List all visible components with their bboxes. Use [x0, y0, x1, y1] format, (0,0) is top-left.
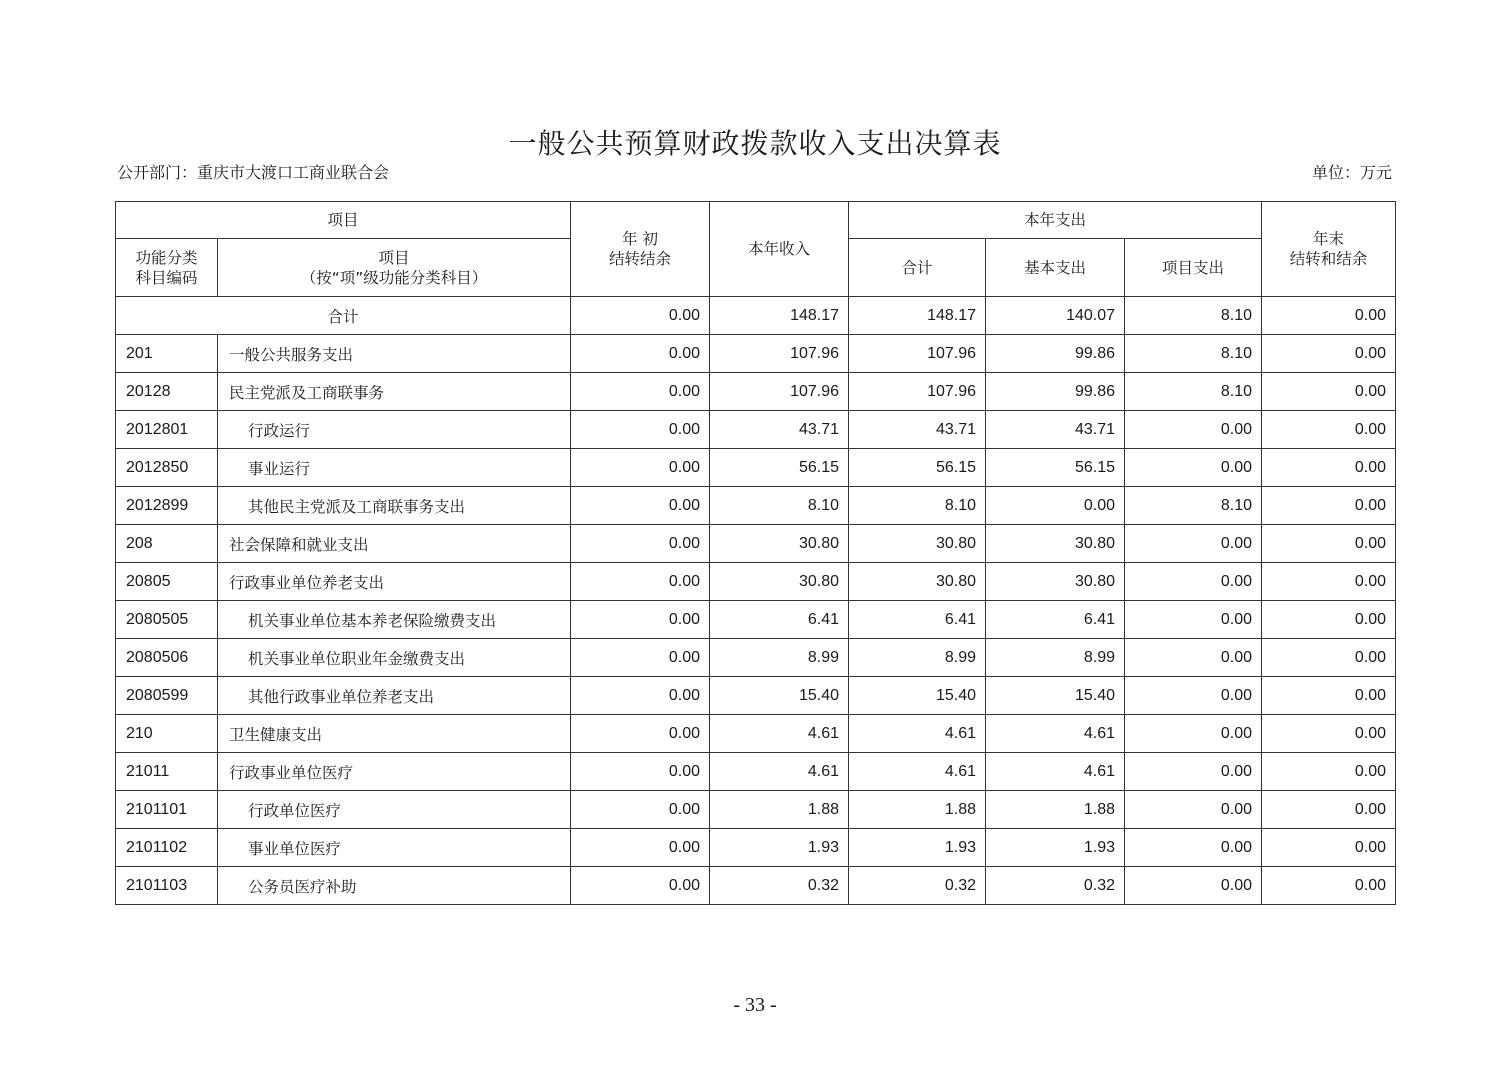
row-income: 30.80: [710, 525, 849, 563]
row-exp-total: 15.40: [849, 677, 986, 715]
row-exp-total: 0.32: [849, 867, 986, 905]
total-income: 148.17: [710, 297, 849, 335]
row-income: 0.32: [710, 867, 849, 905]
table-row: [116, 791, 1396, 829]
row-name: 机关事业单位职业年金缴费支出: [218, 639, 571, 677]
row-end: 0.00: [1262, 601, 1396, 639]
header-name-line1: 项目: [378, 248, 410, 267]
row-exp-total: 43.71: [849, 411, 986, 449]
row-exp-basic: 8.99: [986, 639, 1125, 677]
row-exp-project: 0.00: [1125, 677, 1262, 715]
row-begin: 0.00: [571, 715, 710, 753]
row-end: 0.00: [1262, 449, 1396, 487]
row-exp-project: 0.00: [1125, 601, 1262, 639]
row-begin: 0.00: [571, 563, 710, 601]
row-begin: 0.00: [571, 335, 710, 373]
row-begin: 0.00: [571, 373, 710, 411]
row-end: 0.00: [1262, 867, 1396, 905]
row-begin: 0.00: [571, 411, 710, 449]
header-exp-project: 项目支出: [1125, 239, 1262, 297]
row-code: 20805: [116, 563, 218, 601]
row-exp-total: 30.80: [849, 525, 986, 563]
row-income: 8.99: [710, 639, 849, 677]
row-exp-basic: 30.80: [986, 525, 1125, 563]
row-code: 21011: [116, 753, 218, 791]
unit-label: 单位：万元: [1311, 163, 1392, 182]
header-exp-basic: 基本支出: [986, 239, 1125, 297]
row-income: 15.40: [710, 677, 849, 715]
row-end: 0.00: [1262, 411, 1396, 449]
row-code: 201: [116, 335, 218, 373]
header-expense: 本年支出: [849, 202, 1262, 239]
row-begin: 0.00: [571, 487, 710, 525]
row-end: 0.00: [1262, 639, 1396, 677]
row-exp-project: 8.10: [1125, 487, 1262, 525]
row-end: 0.00: [1262, 335, 1396, 373]
row-exp-project: 0.00: [1125, 525, 1262, 563]
row-income: 6.41: [710, 601, 849, 639]
table-row: [116, 373, 1396, 411]
row-begin: 0.00: [571, 753, 710, 791]
row-code: 2101103: [116, 867, 218, 905]
row-begin: 0.00: [571, 867, 710, 905]
table-row: [116, 715, 1396, 753]
table-row: [116, 753, 1396, 791]
row-exp-basic: 56.15: [986, 449, 1125, 487]
table-row: [116, 563, 1396, 601]
row-name: 社会保障和就业支出: [218, 525, 571, 563]
header-exp-total: 合计: [849, 239, 986, 297]
row-name: 机关事业单位基本养老保险缴费支出: [218, 601, 571, 639]
total-label: 合计: [116, 297, 571, 335]
row-exp-total: 107.96: [849, 335, 986, 373]
row-exp-project: 0.00: [1125, 715, 1262, 753]
row-exp-project: 8.10: [1125, 335, 1262, 373]
total-begin: 0.00: [571, 297, 710, 335]
row-exp-project: 0.00: [1125, 411, 1262, 449]
row-end: 0.00: [1262, 753, 1396, 791]
row-begin: 0.00: [571, 639, 710, 677]
total-exp-project: 8.10: [1125, 297, 1262, 335]
row-code: 2012850: [116, 449, 218, 487]
header-begin-line1: 年 初: [622, 230, 658, 248]
row-begin: 0.00: [571, 449, 710, 487]
row-exp-basic: 0.00: [986, 487, 1125, 525]
row-exp-basic: 4.61: [986, 715, 1125, 753]
row-code: 2101102: [116, 829, 218, 867]
row-name: 其他民主党派及工商联事务支出: [218, 487, 571, 525]
table-row: [116, 525, 1396, 563]
row-code: 210: [116, 715, 218, 753]
row-name: 公务员医疗补助: [218, 867, 571, 905]
row-exp-total: 6.41: [849, 601, 986, 639]
row-exp-basic: 6.41: [986, 601, 1125, 639]
row-exp-total: 1.88: [849, 791, 986, 829]
row-name: 其他行政事业单位养老支出: [218, 677, 571, 715]
row-exp-total: 30.80: [849, 563, 986, 601]
row-income: 1.88: [710, 791, 849, 829]
row-name: 行政事业单位医疗: [218, 753, 571, 791]
row-exp-project: 0.00: [1125, 791, 1262, 829]
table-row: [116, 829, 1396, 867]
row-name: 行政运行: [218, 411, 571, 449]
row-income: 1.93: [710, 829, 849, 867]
row-code: 2012899: [116, 487, 218, 525]
department-label: 公开部门：重庆市大渡口工商业联合会: [117, 163, 390, 182]
row-code: 2080599: [116, 677, 218, 715]
data-rows: [116, 335, 1396, 905]
header-end-line1: 年末: [1313, 230, 1345, 248]
row-exp-basic: 99.86: [986, 335, 1125, 373]
row-code: 208: [116, 525, 218, 563]
row-exp-total: 8.10: [849, 487, 986, 525]
row-begin: 0.00: [571, 601, 710, 639]
table-row: [116, 411, 1396, 449]
header-name-line2: （按“项”级功能分类科目）: [300, 268, 488, 287]
total-end: 0.00: [1262, 297, 1396, 335]
row-end: 0.00: [1262, 829, 1396, 867]
row-end: 0.00: [1262, 373, 1396, 411]
row-exp-basic: 15.40: [986, 677, 1125, 715]
row-exp-total: 8.99: [849, 639, 986, 677]
header-item: 项目: [116, 202, 571, 239]
row-exp-project: 8.10: [1125, 373, 1262, 411]
table-row: [116, 335, 1396, 373]
row-name: 民主党派及工商联事务: [218, 373, 571, 411]
row-end: 0.00: [1262, 487, 1396, 525]
table-row: [116, 449, 1396, 487]
row-exp-project: 0.00: [1125, 829, 1262, 867]
row-income: 107.96: [710, 335, 849, 373]
budget-table: [115, 201, 1396, 905]
row-name: 事业单位医疗: [218, 829, 571, 867]
row-code: 2012801: [116, 411, 218, 449]
row-code: 20128: [116, 373, 218, 411]
table-row: [116, 601, 1396, 639]
page-number: - 33 -: [733, 994, 777, 1016]
page-title: 一般公共预算财政拨款收入支出决算表: [508, 127, 1002, 160]
header-code-line2: 科目编码: [135, 268, 198, 287]
table-row: [116, 867, 1396, 905]
header-name: [218, 239, 571, 297]
table-row: [116, 639, 1396, 677]
row-exp-basic: 0.32: [986, 867, 1125, 905]
row-end: 0.00: [1262, 791, 1396, 829]
row-exp-basic: 99.86: [986, 373, 1125, 411]
row-income: 56.15: [710, 449, 849, 487]
row-exp-project: 0.00: [1125, 753, 1262, 791]
header-begin-balance: [571, 202, 710, 297]
row-code: 2101101: [116, 791, 218, 829]
row-begin: 0.00: [571, 791, 710, 829]
row-end: 0.00: [1262, 677, 1396, 715]
row-name: 事业运行: [218, 449, 571, 487]
total-exp-basic: 140.07: [986, 297, 1125, 335]
total-exp-total: 148.17: [849, 297, 986, 335]
row-end: 0.00: [1262, 525, 1396, 563]
row-exp-total: 4.61: [849, 715, 986, 753]
row-exp-total: 1.93: [849, 829, 986, 867]
total-row: [116, 297, 1396, 335]
row-name: 行政事业单位养老支出: [218, 563, 571, 601]
row-end: 0.00: [1262, 715, 1396, 753]
row-code: 2080505: [116, 601, 218, 639]
table-row: [116, 487, 1396, 525]
row-begin: 0.00: [571, 677, 710, 715]
row-name: 一般公共服务支出: [218, 335, 571, 373]
row-exp-basic: 4.61: [986, 753, 1125, 791]
header-code-line1: 功能分类: [135, 248, 198, 267]
row-begin: 0.00: [571, 829, 710, 867]
row-income: 43.71: [710, 411, 849, 449]
row-exp-basic: 1.93: [986, 829, 1125, 867]
row-income: 8.10: [710, 487, 849, 525]
row-income: 107.96: [710, 373, 849, 411]
row-exp-basic: 30.80: [986, 563, 1125, 601]
row-exp-project: 0.00: [1125, 563, 1262, 601]
row-exp-basic: 43.71: [986, 411, 1125, 449]
row-exp-project: 0.00: [1125, 639, 1262, 677]
row-begin: 0.00: [571, 525, 710, 563]
row-income: 4.61: [710, 753, 849, 791]
row-exp-total: 56.15: [849, 449, 986, 487]
header-end-line2: 结转和结余: [1289, 250, 1368, 268]
row-income: 4.61: [710, 715, 849, 753]
header-begin-line2: 结转结余: [609, 250, 672, 268]
row-end: 0.00: [1262, 563, 1396, 601]
row-name: 行政单位医疗: [218, 791, 571, 829]
row-exp-total: 107.96: [849, 373, 986, 411]
row-code: 2080506: [116, 639, 218, 677]
header-end-balance: [1262, 202, 1396, 297]
row-name: 卫生健康支出: [218, 715, 571, 753]
header-income: 本年收入: [710, 202, 849, 297]
row-exp-project: 0.00: [1125, 449, 1262, 487]
table-row: [116, 677, 1396, 715]
header-code: [116, 239, 218, 297]
row-exp-total: 4.61: [849, 753, 986, 791]
row-exp-project: 0.00: [1125, 867, 1262, 905]
row-exp-basic: 1.88: [986, 791, 1125, 829]
row-income: 30.80: [710, 563, 849, 601]
